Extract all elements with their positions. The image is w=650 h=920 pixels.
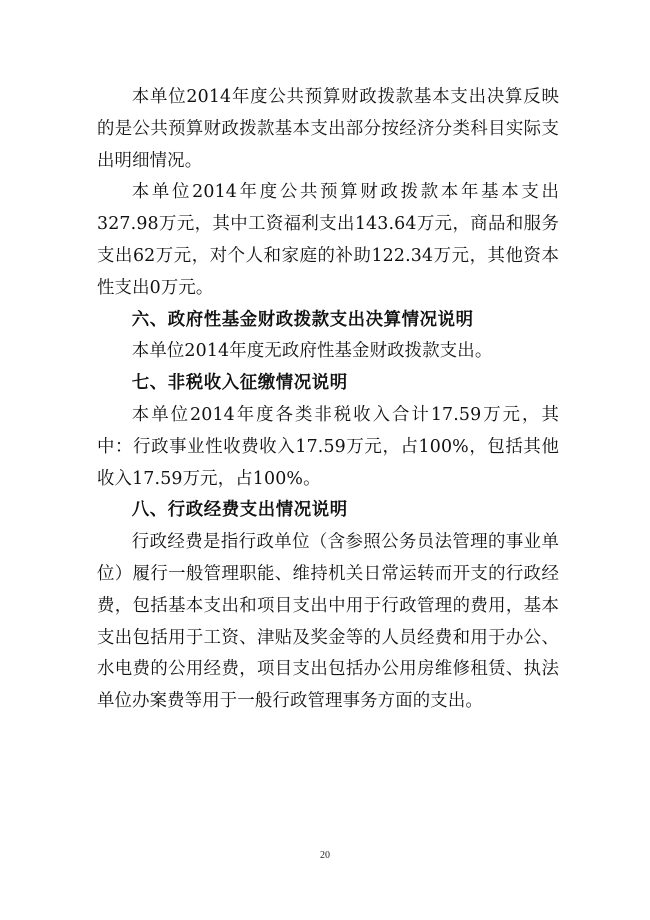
paragraph-non-tax-revenue: 本单位2014年度各类非税收入合计17.59万元，其中：行政事业性收费收入17.59万元，占100%，包括其他收入17.59万元，占100%。 (97, 404, 559, 489)
paragraph-basic-expenditure-overview: 本单位2014年度公共预算财政拨款基本支出决算反映的是公共预算财政拨款基本支出部分按经济分类科目实际支出明细情况。 (97, 87, 559, 171)
page-number: 20 (320, 850, 330, 861)
paragraph-administrative-expenses: 行政经费是指行政单位（含参照公务员法管理的事业单位）履行一般管理职能、维持机关日常运转而开支的行政经费，包括基本支出和项目支出中用于行政管理的费用，基本支出包括用于工资、津贴及奖金等的人员经费和用于办公、水电费的公用经费，项目支出包括办公用房维修租赁、执法单位办案费等用于一般行政管理事务方面的支出。 (97, 532, 559, 712)
document-body (97, 82, 559, 718)
paragraph-basic-expenditure-breakdown: 本单位2014年度公共预算财政拨款本年基本支出327.98万元，其中工资福利支出143.64万元，商品和服务支出62万元，对个人和家庭的补助122.34万元，其他资本性支出0万元。 (97, 182, 559, 298)
section-heading-government-fund: 六、政府性基金财政拨款支出决算情况说明 (131, 309, 474, 330)
paragraph-government-fund: 本单位2014年度无政府性基金财政拨款支出。 (131, 341, 493, 362)
section-heading-non-tax-revenue: 七、非税收入征缴情况说明 (131, 373, 348, 394)
section-heading-administrative-expenses: 八、行政经费支出情况说明 (131, 500, 348, 521)
